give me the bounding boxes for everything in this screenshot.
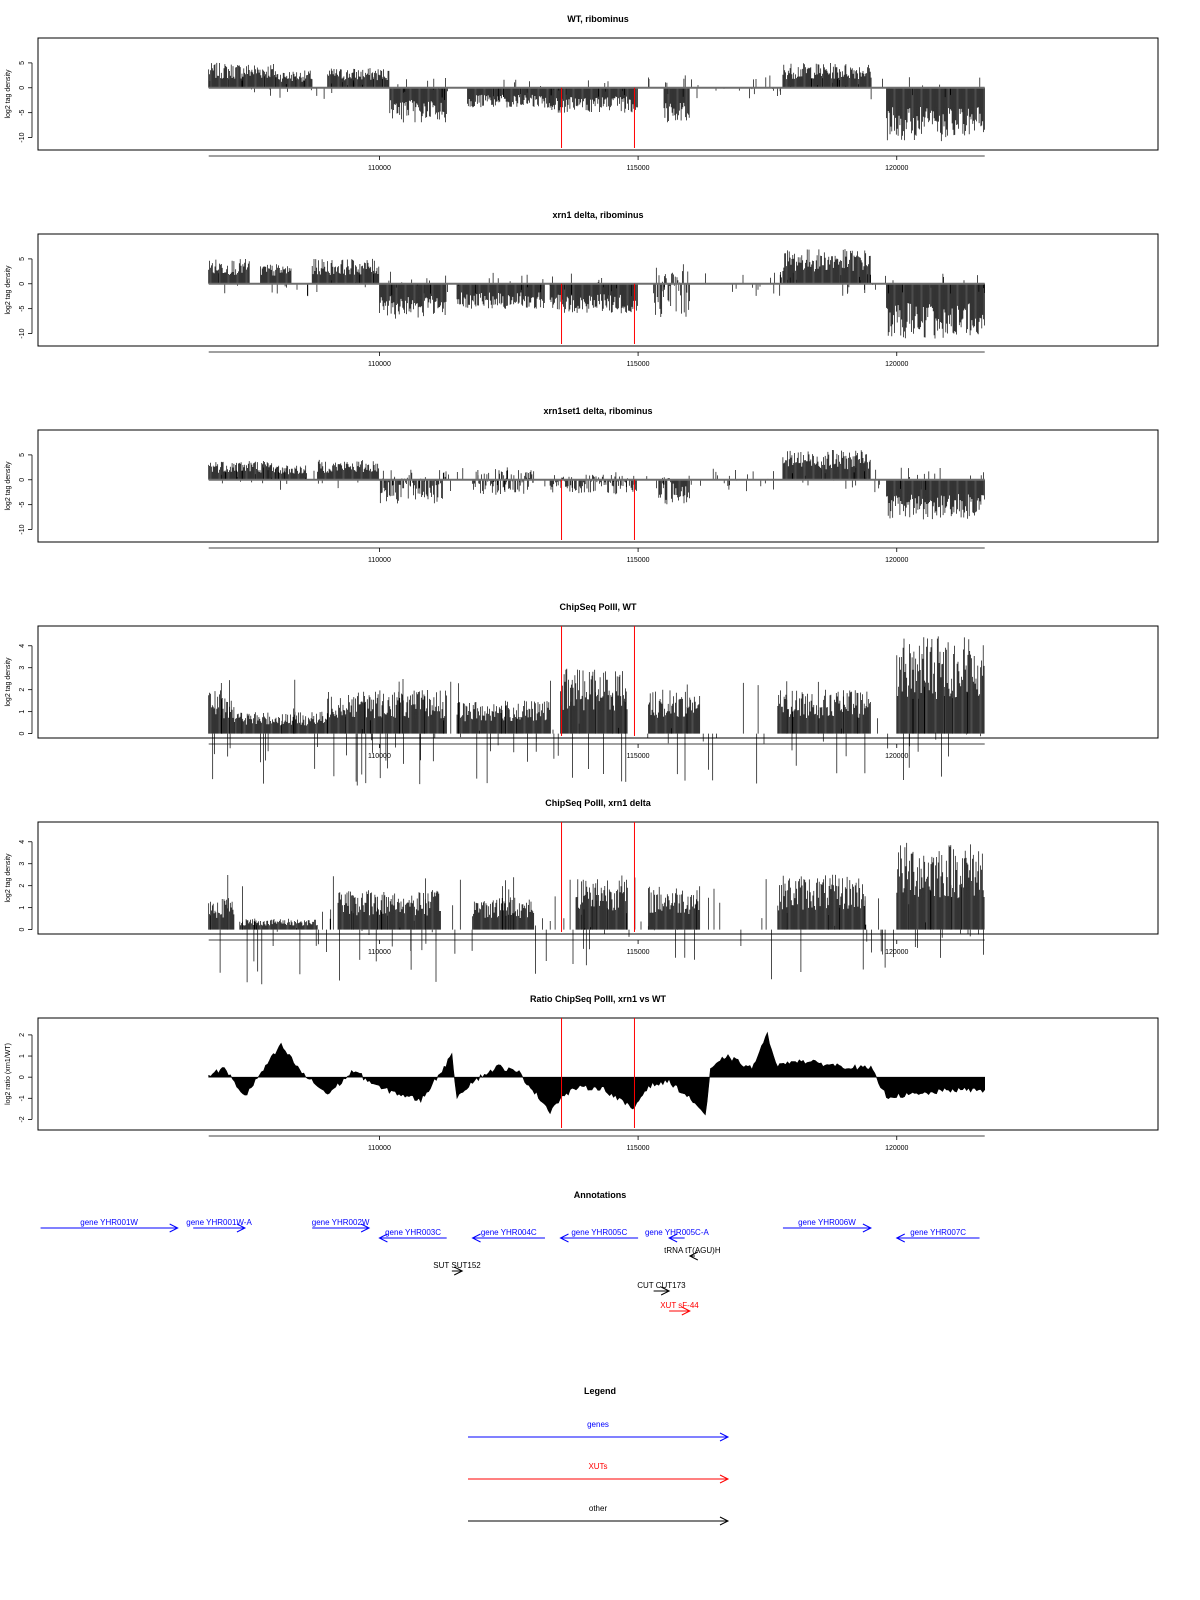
y-axis-label: log2 tag density (5, 657, 12, 707)
density-bars (276, 466, 307, 480)
density-bars (659, 477, 690, 504)
density-segment (317, 460, 378, 480)
feature-label: gene YHR006W (798, 1218, 856, 1227)
density-bars (276, 712, 327, 734)
density-segment (886, 480, 984, 520)
y-tick-label: 1 (19, 709, 26, 714)
density-bars (235, 712, 276, 733)
legend-title: Legend (583, 1386, 617, 1396)
y-axis-label: log2 tag density (5, 265, 12, 315)
density-bars (886, 88, 984, 141)
feature-gene-yhr001w-a (186, 1218, 252, 1232)
x-tick-label: 115000 (626, 949, 650, 956)
density-segment (886, 284, 984, 339)
density-bars (312, 259, 379, 284)
feature-cut-cut173 (637, 1281, 686, 1295)
density-segment (783, 450, 870, 480)
y-tick-label: 2 (19, 1032, 26, 1037)
y-tick-label: 5 (19, 256, 26, 261)
y-tick-label: 3 (19, 665, 26, 670)
density-segment (276, 712, 327, 734)
x-tick-label: 115000 (626, 165, 650, 172)
density-bars (328, 690, 447, 734)
y-tick-label: -5 (19, 501, 26, 508)
y-tick-label: 2 (19, 883, 26, 888)
legend (468, 1386, 728, 1525)
legend-label: XUTs (588, 1462, 608, 1471)
density-bars (276, 71, 312, 88)
density-bars (473, 470, 534, 495)
isolated-spikes (211, 875, 984, 984)
panel-2 (5, 210, 1158, 368)
x-tick-label: 110000 (368, 557, 391, 564)
feature-trna-tt-agu-h (664, 1246, 721, 1260)
y-tick-label: 0 (19, 927, 26, 932)
feature-label: gene YHR002W (311, 1218, 370, 1227)
x-tick-label: 110000 (368, 361, 391, 368)
feature-gene-yhr003c (379, 1228, 446, 1242)
density-bars (240, 919, 317, 930)
density-bars (783, 450, 870, 480)
density-bars (390, 88, 447, 123)
density-bars (897, 843, 984, 930)
density-segment (209, 898, 234, 930)
density-segment (783, 249, 870, 284)
density-segment (897, 636, 984, 733)
y-tick-label: 1 (19, 1054, 26, 1058)
x-tick-label: 120000 (885, 949, 909, 956)
feature-xut-sf-44 (660, 1301, 699, 1315)
y-tick-label: 0 (19, 477, 26, 482)
panel-title: xrn1set1 delta, ribominus (543, 406, 653, 416)
density-bars (260, 264, 291, 284)
y-tick-label: 4 (19, 643, 26, 648)
x-tick-label: 120000 (885, 557, 909, 564)
legend-label: other (588, 1504, 608, 1513)
density-segment (783, 63, 870, 88)
x-tick-label: 120000 (885, 753, 909, 760)
x-tick-label: 115000 (626, 753, 650, 760)
density-segment (659, 477, 690, 504)
feature-label: XUT sF-44 (660, 1301, 699, 1310)
density-bars (778, 875, 865, 930)
density-bars (457, 701, 550, 734)
feature-label: gene YHR007C (910, 1228, 967, 1237)
density-segment (778, 875, 865, 930)
panel-title: WT, ribominus (567, 14, 629, 24)
density-bars (209, 259, 250, 284)
legend-item-genes (468, 1420, 728, 1441)
y-tick-label: -5 (19, 305, 26, 312)
density-bars (654, 264, 690, 317)
x-tick-label: 110000 (368, 165, 391, 172)
x-tick-label: 110000 (368, 949, 391, 956)
y-axis-label: log2 ratio (xrn1/WT) (5, 1043, 12, 1105)
panel-5 (5, 798, 1158, 984)
density-bars (576, 876, 627, 930)
density-segment (209, 259, 250, 284)
y-tick-label: -1 (19, 1095, 26, 1102)
density-bars (457, 284, 544, 309)
feature-label: tRNA tT(AGU)H (664, 1246, 721, 1255)
feature-label: gene YHR001W (80, 1218, 138, 1227)
y-tick-label: -10 (19, 328, 26, 339)
feature-gene-yhr006w (783, 1218, 871, 1232)
y-tick-label: 0 (19, 1075, 26, 1080)
density-segment (886, 88, 984, 141)
density-bars (379, 470, 446, 504)
density-segment (328, 690, 447, 734)
density-bars (473, 898, 534, 930)
feature-label: gene YHR003C (385, 1228, 442, 1237)
y-axis-label: log2 tag density (5, 853, 12, 903)
plot-frame (38, 1018, 1158, 1130)
panel-6 (5, 994, 1158, 1152)
density-segment (240, 919, 317, 930)
y-tick-label: 0 (19, 731, 26, 736)
y-tick-label: 0 (19, 85, 26, 90)
feature-gene-yhr005c-a (645, 1228, 710, 1242)
density-segment (467, 88, 549, 108)
density-segment (550, 284, 637, 313)
density-bars (778, 690, 871, 734)
density-bars (648, 886, 699, 929)
y-tick-label: 1 (19, 905, 26, 910)
density-segment (457, 701, 550, 734)
density-bars (886, 284, 984, 339)
feature-gene-yhr001w (41, 1218, 178, 1232)
density-segment (379, 284, 446, 319)
density-bars (550, 284, 637, 313)
density-bars (561, 669, 628, 734)
density-segment (390, 88, 447, 123)
y-tick-label: 0 (19, 281, 26, 286)
density-bars (897, 636, 984, 733)
feature-gene-yhr002w (312, 1218, 370, 1232)
density-bars (648, 690, 699, 734)
y-tick-label: -2 (19, 1116, 26, 1123)
panel-1 (5, 14, 1158, 172)
feature-label: CUT CUT173 (637, 1281, 686, 1290)
density-segment (897, 843, 984, 930)
panel-title: ChipSeq PolII, xrn1 delta (545, 798, 651, 808)
density-bars (317, 460, 378, 480)
density-segment (457, 284, 544, 309)
density-segment (648, 690, 699, 734)
density-segment (260, 264, 291, 284)
density-bars (379, 284, 446, 319)
density-segment (654, 264, 690, 317)
x-tick-label: 120000 (885, 165, 909, 172)
annotations-panel (41, 1190, 980, 1315)
density-segment (473, 470, 534, 495)
feature-gene-yhr004c (473, 1228, 545, 1242)
y-tick-label: 3 (19, 861, 26, 866)
panel-title: ChipSeq PolII, WT (559, 602, 637, 612)
panel-title: Ratio ChipSeq PolII, xrn1 vs WT (529, 994, 667, 1004)
y-tick-label: 5 (19, 60, 26, 65)
y-axis-label: log2 tag density (5, 461, 12, 511)
feature-label: gene YHR004C (480, 1228, 537, 1237)
panel-title: xrn1 delta, ribominus (552, 210, 644, 220)
feature-label: SUT SUT152 (433, 1261, 481, 1270)
plot-frame (38, 822, 1158, 934)
density-segment (276, 466, 307, 480)
legend-label: genes (587, 1420, 609, 1429)
y-axis-label: log2 tag density (5, 69, 12, 119)
legend-item-xuts (468, 1462, 728, 1483)
feature-gene-yhr005c (560, 1228, 638, 1242)
density-bars (783, 63, 870, 88)
density-segment (328, 68, 389, 88)
x-tick-label: 110000 (368, 753, 391, 760)
density-segment (561, 669, 628, 734)
panel-4 (5, 602, 1158, 786)
y-tick-label: -10 (19, 524, 26, 535)
density-bars (783, 249, 870, 284)
density-segment (379, 470, 446, 504)
density-bars (328, 68, 389, 88)
feature-label: gene YHR001W-A (186, 1218, 252, 1227)
density-segment (235, 712, 276, 733)
density-segment (576, 876, 627, 930)
density-segment (312, 259, 379, 284)
density-bars (209, 898, 234, 930)
ratio-area (209, 1033, 985, 1115)
x-tick-label: 110000 (368, 1145, 391, 1152)
y-tick-label: -10 (19, 132, 26, 143)
x-tick-label: 115000 (626, 557, 650, 564)
annotations-title: Annotations (573, 1190, 627, 1200)
feature-gene-yhr007c (897, 1228, 980, 1242)
density-segment (276, 71, 312, 88)
feature-label: gene YHR005C-A (644, 1228, 709, 1237)
x-tick-label: 115000 (626, 1145, 650, 1152)
panel-3 (5, 406, 1158, 564)
x-tick-label: 120000 (885, 361, 909, 368)
density-bars (467, 88, 549, 108)
legend-item-other (468, 1504, 728, 1525)
y-tick-label: 4 (19, 839, 26, 844)
y-tick-label: -5 (19, 109, 26, 116)
y-tick-label: 5 (19, 452, 26, 457)
feature-label: gene YHR005C (571, 1228, 628, 1237)
plot-frame (38, 430, 1158, 542)
density-segment (473, 898, 534, 930)
density-bars (886, 480, 984, 520)
density-segment (648, 886, 699, 929)
x-tick-label: 115000 (626, 361, 650, 368)
x-tick-label: 120000 (885, 1145, 909, 1152)
feature-sut-sut152 (433, 1261, 481, 1275)
density-segment (778, 690, 871, 734)
y-tick-label: 2 (19, 687, 26, 692)
